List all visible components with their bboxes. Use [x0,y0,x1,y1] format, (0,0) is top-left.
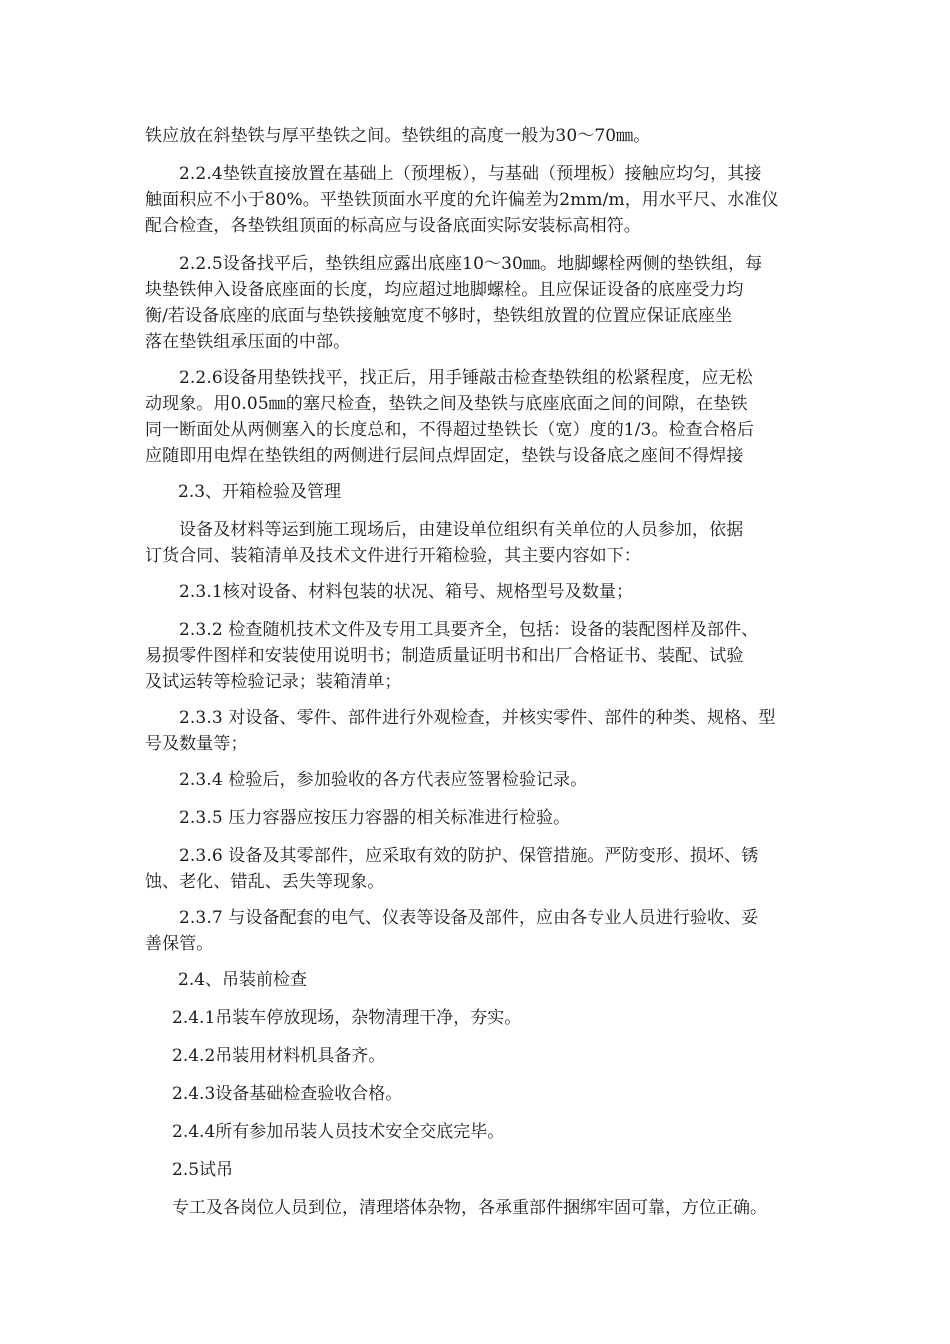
paragraph-2-3-6: 2.3.6 设备及其零部件，应采取有效的防护、保管措施。严防变形、损坏、锈 蚀、老化、错乱、丢失等现象。 [145,846,759,892]
paragraph-2-4-1: 2.4.1吊装车停放现场，杂物清理干净，夯实。 [172,1008,522,1028]
paragraph-2-3-4: 2.3.4 检验后，参加验收的各方代表应签署检验记录。 [179,770,588,790]
paragraph-2-3-intro: 设备及材料等运到施工现场后，由建设单位组织有关单位的人员参加，依据 订货合同、装箱清单及技术文件进行开箱检验，其主要内容如下： [145,520,744,566]
paragraph-2-3-7: 2.3.7 与设备配套的电气、仪表等设备及部件，应由各专业人员进行验收、妥 善保管。 [145,908,759,954]
section-heading-2-5: 2.5试吊 [172,1160,234,1180]
section-heading-2-3: 2.3、开箱检验及管理 [178,482,342,502]
paragraph-2-4-3: 2.4.3设备基础检查验收合格。 [172,1084,403,1104]
paragraph-2-4-4: 2.4.4所有参加吊装人员技术安全交底完毕。 [172,1122,505,1142]
paragraph-2-5: 专工及各岗位人员到位，清理塔体杂物，各承重部件捆绑牢固可靠，方位正确。 [172,1198,767,1218]
paragraph-2-3-2: 2.3.2 检查随机技术文件及专用工具要齐全，包括：设备的装配图样及部件、 易损零件图样和安装使用说明书；制造质量证明书和出厂合格证书、装配、试验 及试运转等检验记录；装箱清单； [145,620,759,692]
paragraph-shim-placement: 铁应放在斜垫铁与厚平垫铁之间。垫铁组的高度一般为30～70㎜。 [145,126,651,146]
paragraph-2-2-6: 2.2.6设备用垫铁找平，找正后，用手锤敲击检查垫铁组的松紧程度，应无松 动现象。用0.05㎜的塞尺检查，垫铁之间及垫铁与底座底面之间的间隙，在垫铁 同一断面处从两侧塞入的长度总和，不得超过垫铁长（宽）度的1/3。检查合格后 应随即用电焊在垫铁组的两侧进行层间点焊固定，垫铁与设备底之座间不得焊接 [145,368,755,466]
paragraph-2-3-1: 2.3.1核对设备、材料包装的状况、箱号、规格型号及数量； [179,582,634,602]
paragraph-2-3-5: 2.3.5 压力容器应按压力容器的相关标准进行检验。 [179,808,571,828]
paragraph-2-2-4: 2.2.4垫铁直接放置在基础上（预埋板），与基础（预埋板）接触应均匀，其接 触面积应不小于80%。平垫铁顶面水平度的允许偏差为2mm/m，用水平尺、水准仪 配合检查，各垫铁组顶面的标高应与设备底面实际安装标高相符。 [145,164,779,236]
section-heading-2-4: 2.4、吊装前检查 [178,970,308,990]
paragraph-2-2-5: 2.2.5设备找平后，垫铁组应露出底座10～30㎜。地脚螺栓两侧的垫铁组，每 块垫铁伸入设备底座面的长度，均应超过地脚螺栓。且应保证设备的底座受力均 衡/若设备底座的底面与垫铁接触宽度不够时，垫铁组放置的位置应保证底座坐 落在垫铁组承压面的中部。 [145,254,763,352]
paragraph-2-3-3: 2.3.3 对设备、零件、部件进行外观检查，并核实零件、部件的种类、规格、型 号及数量等； [145,708,776,754]
paragraph-2-4-2: 2.4.2吊装用材料机具备齐。 [172,1046,386,1066]
